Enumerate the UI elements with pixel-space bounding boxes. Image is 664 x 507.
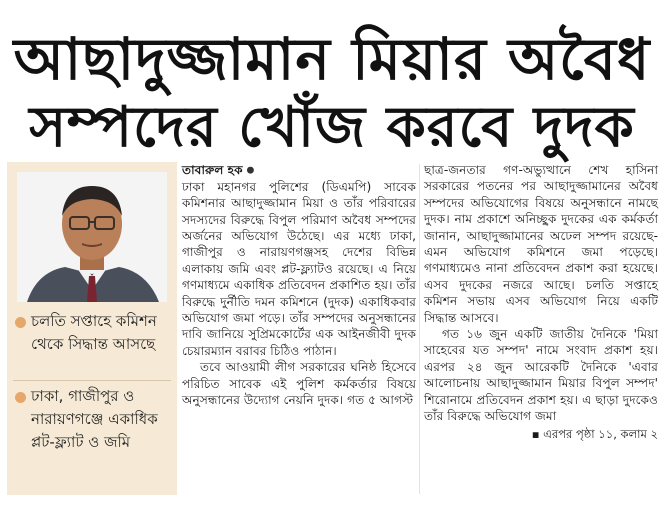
byline-row <box>182 162 416 179</box>
highlight-2 <box>13 385 173 454</box>
highlight-2-text: ঢাকা, গাজীপুর ও নারায়ণগঞ্জে একাধিক প্লট-ফ্ল্যাট ও জমি <box>31 387 158 451</box>
headline-line-2: সম্পদের খোঁজ করবে দুদক <box>29 95 635 161</box>
byline: তাবারুল হক <box>182 163 243 177</box>
continued-on-page[interactable]: ▪ এরপর পৃষ্ঠা ১১, কলাম ২ <box>531 426 658 441</box>
paragraph-1: ঢাকা মহানগর পুলিশের (ডিএমপি) সাবেক কমিশনার আছাদুজ্জামান মিয়া ও তাঁর পরিবারের সদস্যদের বিরুদ্ধে বিপুল পরিমাণ অবৈধ সম্পদের অর্জনের অভিযোগ উঠেছে। এর মধ্যে ঢাকা, গাজীপুর ও নারায়ণগঞ্জসহ দেশের বিভিন্ন এলাকায় জমি এবং প্লট-ফ্ল্যাটও রয়েছে। এ নিয়ে গণমাধ্যমে একাধিক প্রতিবেদন প্রকাশিত হয়। তাঁর বিরুদ্ধে দুর্নীতি দমন কমিশনে (দুদক) একাধিকবার অভিযোগ জমা পড়ে। তাঁর সম্পদের অনুসন্ধানের দাবি জানিয়ে সুপ্রিমকোর্টের এক আইনজীবী দুদক চেয়ারম্যান বরাবর চিঠিও পাঠান। <box>182 179 416 358</box>
sidebar-divider <box>13 380 171 381</box>
portrait-photo <box>17 172 167 302</box>
headline <box>6 25 658 163</box>
portrait-illustration <box>17 172 167 302</box>
paragraph-3: ছাত্র-জনতার গণ-অভ্যুত্থানে শেখ হাসিনা সরকারের পতনের পর আছাদুজ্জামানের অবৈধ সম্পদের অভিযোগের বিষয়ে অনুসন্ধানে নামছে দুদক। নাম প্রকাশে অনিচ্ছুক দুদকের এক কর্মকর্তা জানান, আছাদুজ্জামানের অঢেল সম্পদ রয়েছে- এমন অভিযোগ কমিশনে জমা পড়েছে। গণমাধ্যমেও নানা প্রতিবেদন প্রকাশ করা হয়েছে। এসব দুদকের নজরে আছে। চলতি সপ্তাহে কমিশন সভায় এসব অভিযোগ নিয়ে একটি সিদ্ধান্ত আসবে। <box>424 163 658 325</box>
article-column-2 <box>424 162 658 442</box>
highlight-1 <box>13 310 173 356</box>
highlight-1-text: চলতি সপ্তাহে কমিশন থেকে সিদ্ধান্ত আসছে <box>31 312 157 353</box>
byline-dot-icon: ● <box>246 165 255 176</box>
bullet-dot-icon <box>15 317 26 328</box>
paragraph-2: তবে আওয়ামী লীগ সরকারের ঘনিষ্ঠ হিসেবে পরিচিত সাবেক এই পুলিশ কর্মকর্তার বিষয়ে অনুসন্ধানের উদ্যোগ নেয়নি দুদক। গত ৫ আগস্ট <box>182 360 416 407</box>
article-column-1 <box>182 162 416 408</box>
sidebar-box <box>7 162 177 495</box>
headline-line-1: আছাদুজ্জামান মিয়ার অবৈধ <box>13 25 651 94</box>
bullet-dot-icon <box>15 392 26 403</box>
paragraph-4: গত ১৬ জুন একটি জাতীয় দৈনিকে 'মিয়া সাহেবের যত সম্পদ' নামে সংবাদ প্রকাশ হয়। এরপর ২৪ জুন আরেকটি দৈনিকে 'এবার আলোচনায় আছাদুজ্জামান মিয়ার বিপুল সম্পদ' শিরোনামে প্রতিবেদন প্রকাশ হয়। এ ছাড়া দুদকেও তাঁর বিরুদ্ধে অভিযোগ জমা <box>424 327 658 424</box>
column-separator <box>419 164 420 494</box>
